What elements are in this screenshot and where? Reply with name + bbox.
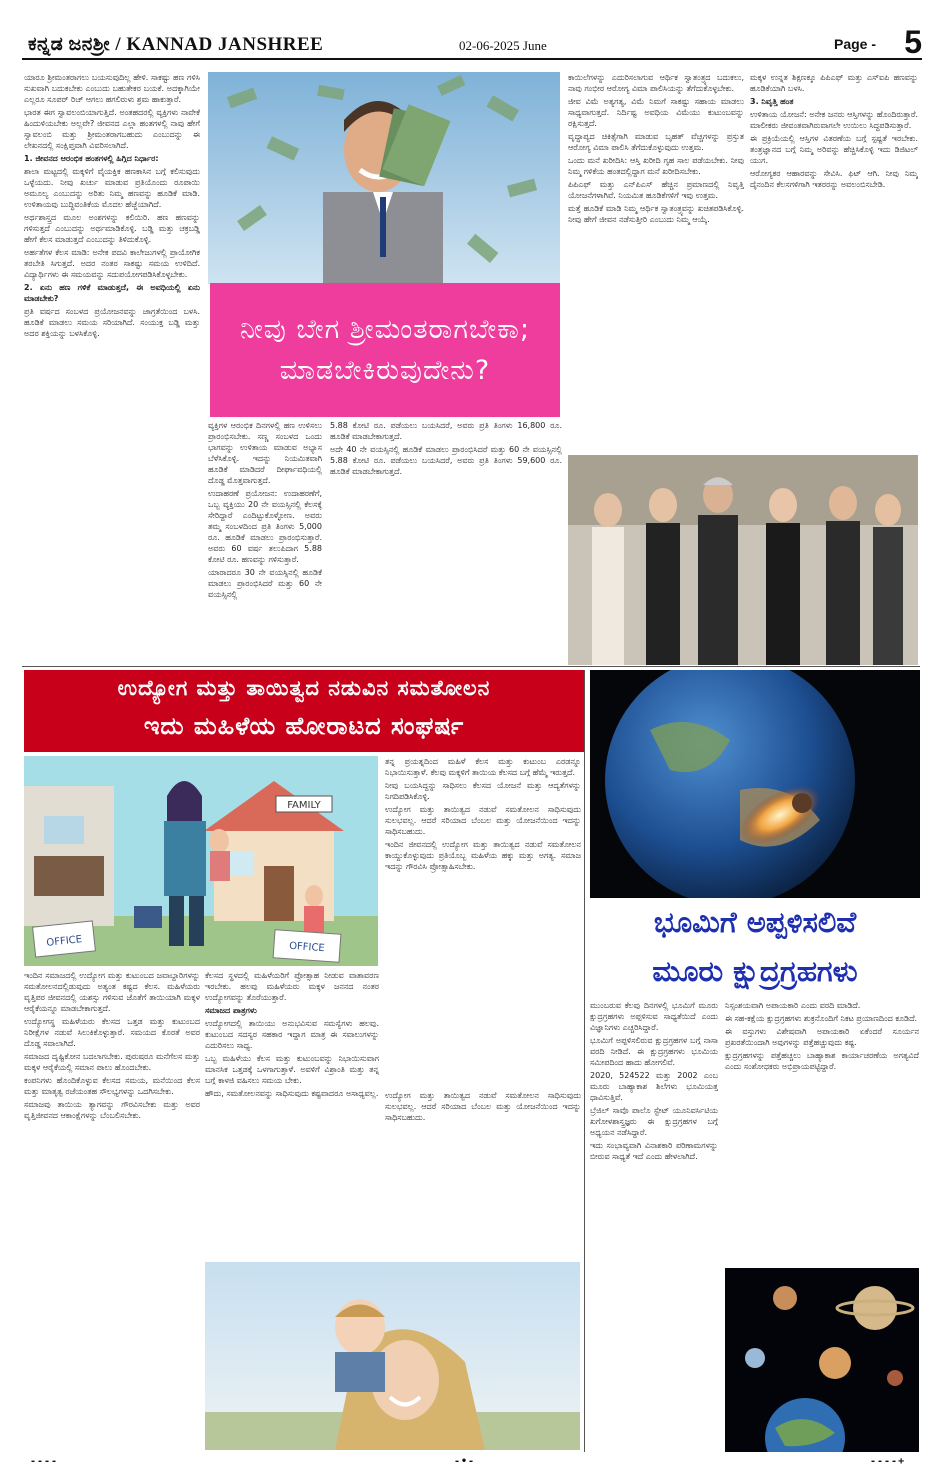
- paragraph: ಭೂಮಿಗೆ ಅಪ್ಪಳಿಸಲಿರುವ ಕ್ಷುದ್ರಗ್ರಹಗಳ ಬಗ್ಗೆ ನಾಸಾ ವರದಿ ನೀಡಿದೆ. ಈ ಕ್ಷುದ್ರಗ್ರಹಗಳು ಭೂಮಿಯ ಸಮೀಪದಿಂದ ಹಾದು ಹೋಗಲಿವೆ.: [590, 1036, 718, 1067]
- balance-headline-banner: [24, 670, 584, 752]
- paragraph: 2020, 524522 ಮತ್ತು 2002 ಎಂಬ ಮೂರು ಬಾಹ್ಯಾಕಾಶ ಶಿಲೆಗಳು ಭೂಮಿಯತ್ತ ಧಾವಿಸುತ್ತಿವೆ.: [590, 1071, 718, 1102]
- paragraph: ಒಂದು ಮನೆ ಖರೀದಿಸಿ: ಆಸ್ತಿ ಖರೀದಿ ಗೃಹ ಸಾಲ ಪಡೆಯಬೇಕು. ನೀವು ನಿಮ್ಮ ಗಳಿಕೆಯ ಹಂತದಲ್ಲಿದ್ದಾಗ ಮನೆ ಖರೀದಿಸಬೇಕು.: [568, 156, 744, 176]
- mother-child-photo: [205, 1262, 580, 1450]
- paragraph: ಯಾರೂ ಶ್ರೀಮಂತರಾಗಲು ಬಯಸುವುದಿಲ್ಲ ಹೇಳಿ. ಸಾಕಷ್ಟು ಹಣ ಗಳಿಸಿ ಸುಖವಾಗಿ ಬದುಕಬೇಕು ಎಂಬುದು ಬಹುತೇಕರ ಬಯಕೆ. ಅದಕ್ಕಾಗಿಯೇ ಎಲ್ಲರೂ ಸೂಪರ್ ರಿಚ್ ಆಗಲು ಹಗಲಿರುಳು ಶ್ರಮ ಹಾಕುತ್ತಾರೆ.: [24, 73, 200, 104]
- paragraph: ಅರ್ಥಶಾಸ್ತ್ರದ ಮೂಲ ಅಂಶಗಳನ್ನು ಕಲಿಯಿರಿ. ಹಣ ಹಣವನ್ನು ಗಳಿಸುತ್ತದೆ ಎಂಬುದನ್ನು ಅರ್ಥಮಾಡಿಕೊಳ್ಳಿ. ಬಡ್ಡಿ ಮತ್ತು ಚಕ್ರಬಡ್ಡಿ ಹೇಗೆ ಕೆಲಸ ಮಾಡುತ್ತದೆ ಎಂಬುದನ್ನು ತಿಳಿದುಕೊಳ್ಳಿ.: [24, 213, 200, 244]
- paragraph: ಉದ್ಯೋಗದಲ್ಲಿ ತಾಯಿಯು ಅನುಭವಿಸುವ ಸಮಸ್ಯೆಗಳು ಹಲವು. ಕುಟುಂಬದ ಸದಸ್ಯರ ಸಹಕಾರ ಇದ್ದಾಗ ಮಾತ್ರ ಈ ಸವಾಲುಗಳನ್ನು ಎದುರಿಸಲು ಸಾಧ್ಯ.: [205, 1019, 379, 1050]
- business-group-photo: [568, 455, 918, 665]
- paragraph: ಉಳಿತಾಯ ಯೋಜನೆ: ಅನೇಕ ಜನರು ಆಸ್ತಿಗಳನ್ನು ಹೊಂದಿರುತ್ತಾರೆ. ಮಾಲೀಕರು ಜೀವಂತವಾಗಿರುವಾಗಲೇ ಉಯಿಲು ಸಿದ್ಧಪಡಿಸುತ್ತಾರೆ.: [750, 110, 918, 130]
- paragraph: ತನ್ನ ಪ್ರಯತ್ನದಿಂದ ಮಹಿಳೆ ಕೆಲಸ ಮತ್ತು ಕುಟುಂಬ ಎರಡನ್ನೂ ನಿಭಾಯಿಸುತ್ತಾಳೆ. ಕೆಲವು ಮಕ್ಕಳಿಗೆ ತಾಯಿಯ ಕೆಲಸದ ಬಗ್ಗೆ ಹೆಮ್ಮೆ ಇರುತ್ತದೆ.: [385, 757, 581, 777]
- rich-article-col-4: [568, 72, 744, 452]
- rich-article-col-2: [208, 420, 322, 664]
- footer-mark-right: ----+: [870, 1456, 906, 1467]
- paragraph: ಈ ಸಹ-ಕಕ್ಷೆಯ ಕ್ಷುದ್ರಗ್ರಹಗಳು ಶುಕ್ರನೊಂದಿಗೆ ನಿಕಟ ಪ್ರಯಾಣದಿಂದ ಕೂಡಿದೆ.: [725, 1014, 918, 1023]
- paragraph: ಕಂಪನಿಗಳು ಹೊಂದಿಕೊಳ್ಳುವ ಕೆಲಸದ ಸಮಯ, ಮನೆಯಿಂದ ಕೆಲಸ ಮತ್ತು ಮಾತೃತ್ವ ರಜೆಯಂತಹ ಸೌಲಭ್ಯಗಳನ್ನು ಒದಗಿಸಬೇಕು.: [24, 1076, 200, 1096]
- issue-date: 02-06-2025 June: [459, 38, 547, 53]
- rich-headline: ನೀವು ಬೇಗ ಶ್ರೀಮಂತರಾಗಬೇಕಾ; ಮಾಡಬೇಕಿರುವುದೇನು?: [210, 283, 560, 417]
- paragraph: ಸಮಾಜವು ತಾಯಿಯ ತ್ಯಾಗವನ್ನು ಗೌರವಿಸಬೇಕು ಮತ್ತು ಅವರ ವೃತ್ತಿಜೀವನದ ಆಕಾಂಕ್ಷೆಗಳನ್ನು ಬೆಂಬಲಿಸಬೇಕು.: [24, 1100, 200, 1120]
- paragraph: ಉದ್ಯೋಗ ಮತ್ತು ತಾಯಿತ್ವದ ನಡುವೆ ಸಮತೋಲನ ಸಾಧಿಸುವುದು ಸುಲಭವಲ್ಲ. ಆದರೆ ಸರಿಯಾದ ಬೆಂಬಲ ಮತ್ತು ಯೋಜನೆಯಿಂದ ಇದನ್ನು ಸಾಧಿಸಬಹುದು.: [385, 1091, 581, 1122]
- paragraph: ಕೆಲಸದ ಸ್ಥಳದಲ್ಲಿ ಮಹಿಳೆಯರಿಗೆ ಪ್ರೋತ್ಸಾಹ ನೀಡುವ ವಾತಾವರಣ ಇರಬೇಕು. ಹಲವು ಮಹಿಳೆಯರು ಮಕ್ಕಳ ಜನನದ ನಂತರ ಉದ್ಯೋಗವನ್ನು ತೊರೆಯುತ್ತಾರೆ.: [205, 971, 379, 1002]
- paragraph: ಪಿಪಿಎಫ್ ಮತ್ತು ಎನ್‌ಪಿಎಸ್ ಹೆಚ್ಚಿನ ಪ್ರಮಾಣದಲ್ಲಿ ನಿವೃತ್ತಿ ಯೋಜನೆಗಳಾಗಿವೆ. ನಿಯಮಿತ ಹೂಡಿಕೆಗಳಿಗೆ ಇವು ಉತ್ತಮ.: [568, 180, 744, 200]
- paragraph: ಮುಂಬರುವ ಕೆಲವು ದಿನಗಳಲ್ಲಿ ಭೂಮಿಗೆ ಮೂರು ಕ್ಷುದ್ರಗ್ರಹಗಳು ಅಪ್ಪಳಿಸುವ ಸಾಧ್ಯತೆಯಿದೆ ಎಂದು ವಿಜ್ಞಾನಿಗಳು ಎಚ್ಚರಿಸಿದ್ದಾರೆ.: [590, 1001, 718, 1032]
- footer-mark-center: -•-: [454, 1456, 476, 1467]
- balance-article-col-3-bottom: [385, 1090, 581, 1258]
- paragraph: ಉದಾಹರಣೆ ಪ್ರಯೋಜನ: ಉದಾಹರಣೆಗೆ, ಒಬ್ಬ ವ್ಯಕ್ತಿಯು 20 ನೇ ವಯಸ್ಸಿನಲ್ಲಿ ಕೆಲಸಕ್ಕೆ ಸೇರಿದ್ದಾರೆ ಎಂದಿಟ್ಟುಕೊಳ್ಳೋಣ. ಅವರು ತಮ್ಮ ಸಂಬಳದಿಂದ ಪ್ರತಿ ತಿಂಗಳು 5,000 ರೂ. ಹೂಡಿಕೆ ಮಾಡಲು ಪ್ರಾರಂಭಿಸುತ್ತಾರೆ. ಅವರು 60 ವರ್ಷ ತಲುಪಿದಾಗ 5.88 ಕೋಟಿ ರೂ. ಹಣವನ್ನು ಗಳಿಸುತ್ತಾರೆ.: [208, 489, 322, 564]
- column-rule: [584, 670, 585, 1452]
- working-mother-illustration: [24, 756, 378, 966]
- earth-asteroid-photo: [590, 670, 920, 898]
- asteroid-article-col-2: [725, 1000, 919, 1265]
- asteroid-article-col-1: [590, 1000, 718, 1450]
- balance-headline-line-1: ಉದ್ಯೋಗ ಮತ್ತು ತಾಯಿತ್ವದ ನಡುವಿನ ಸಮತೋಲನ: [117, 676, 491, 700]
- balance-article-col-3-top: [385, 756, 581, 1086]
- newspaper-title: ಕನ್ನಡ ಜನಶ್ರೀ / KANNAD JANSHREE: [28, 34, 324, 55]
- paragraph: ಈ ವಸ್ತುಗಳು ವಿಶೇಷವಾಗಿ ಅಪಾಯಕಾರಿ ಏಕೆಂದರೆ ಸೂರ್ಯನ ಪ್ರಖರತೆಯಿಂದಾಗಿ ಅವುಗಳನ್ನು ಪತ್ತೆಹಚ್ಚುವುದು ಕಷ್ಟ.: [725, 1027, 919, 1047]
- rich-article-col-3: [330, 420, 562, 515]
- paragraph: ಯಾರಾದರೂ 30 ನೇ ವಯಸ್ಸಿನಲ್ಲಿ ಹೂಡಿಕೆ ಮಾಡಲು ಪ್ರಾರಂಭಿಸಿದರೆ ಮತ್ತು 60 ನೇ ವಯಸ್ಸಿನಲ್ಲಿ: [208, 568, 322, 599]
- balance-article-col-2: [205, 970, 379, 1260]
- page-label: Page -: [833, 36, 876, 52]
- office-paper-label-1: OFFICE: [45, 934, 83, 949]
- paragraph: ಕ್ಷುದ್ರಗ್ರಹಗಳನ್ನು ಪತ್ತೆಹಚ್ಚಲು ಬಾಹ್ಯಾಕಾಶ ಕಾರ್ಯಾಚರಣೆಯ ಅಗತ್ಯವಿದೆ ಎಂದು ಸಂಶೋಧಕರು ಅಭಿಪ್ರಾಯಪಟ್ಟಿದ್ದಾರೆ.: [725, 1051, 919, 1071]
- paragraph: ಮತ್ತೆ ಹೂಡಿಕೆ ಮಾಡಿ ನಿಮ್ಮ ಆರ್ಥಿಕ ಸ್ವಾತಂತ್ರ್ಯವನ್ನು ಖಚಿತಪಡಿಸಿಕೊಳ್ಳಿ. ನೀವು ಹೇಗೆ ಜೀವನ ನಡೆಸುತ್ತೀರಿ ಎಂಬುದು ನಿಮ್ಮ ಆಯ್ಕೆ.: [568, 204, 744, 224]
- balance-article-col-1: [24, 970, 200, 1450]
- paragraph: ವೃದ್ಧಾಪ್ಯದ ಚಿಕಿತ್ಸೆಗಾಗಿ ಮಾಡುವ ಬೃಹತ್ ವೆಚ್ಚಗಳನ್ನು ಪ್ರಸ್ತುತ ಆರೋಗ್ಯ ವಿಮಾ ಪಾಲಿಸಿ ತೆಗೆದುಕೊಳ್ಳುವುದು ಉತ್ತಮ.: [568, 132, 744, 152]
- paragraph: ಅದೇ 40 ನೇ ವಯಸ್ಸಿನಲ್ಲಿ ಹೂಡಿಕೆ ಮಾಡಲು ಪ್ರಾರಂಭಿಸಿದರೆ ಮತ್ತು 60 ನೇ ವಯಸ್ಸಿನಲ್ಲಿ 5.88 ಕೋಟಿ ರೂ. ಪಡೆಯಲು ಬಯಸಿದರೆ, ಅವರು ಪ್ರತಿ ತಿಂಗಳು 59,600 ರೂ. ಹೂಡಿಕೆ ಮಾಡಬೇಕಾಗುತ್ತದೆ.: [330, 445, 562, 476]
- paragraph: ಅರ್ಹತೆಗಳ ಕೆಲಸ ಮಾಡಿ: ಅನೇಕ ಪದವಿ ಕಾಲೇಜುಗಳಲ್ಲಿ ಪ್ರಾಯೋಗಿಕ ತರಬೇತಿ ಸಿಗುತ್ತದೆ. ಅದರ ನಂತರ ಸಾಕಷ್ಟು ಸಮಯ ಉಳಿದಿದೆ. ವಿದ್ಯಾರ್ಥಿಗಳು ಈ ಸಮಯವನ್ನು ಸದುಪಯೋಗಪಡಿಸಿಕೊಳ್ಳಬೇಕು.: [24, 248, 200, 279]
- paragraph: ಮಕ್ಕಳ ಉನ್ನತ ಶಿಕ್ಷಣಕ್ಕೂ ಪಿಪಿಎಫ್ ಮತ್ತು ಎಸ್‌ಐಪಿ ಹಣವನ್ನು ಹೂಡಿಕೆಯಾಗಿ ಬಳಸಿ.: [750, 73, 918, 93]
- paragraph: ವ್ಯಕ್ತಿಗಳ ಆರಂಭಿಕ ದಿನಗಳಲ್ಲಿ ಹಣ ಉಳಿಸಲು ಪ್ರಾರಂಭಿಸಬೇಕು. ಸಣ್ಣ ಸಂಬಳದ ಒಂದು ಭಾಗವನ್ನು ಉಳಿತಾಯ ಮಾಡುವ ಅಭ್ಯಾಸ ಬೆಳೆಸಿಕೊಳ್ಳಿ. ಇದನ್ನು ನಿಯಮಿತವಾಗಿ ಹೂಡಿಕೆ ಮಾಡಿದರೆ ದೀರ್ಘಾವಧಿಯಲ್ಲಿ ದೊಡ್ಡ ಮೊತ್ತವಾಗುತ್ತದೆ.: [208, 421, 322, 485]
- paragraph: ಶಾಲಾ ಮಟ್ಟದಲ್ಲಿ ಮಕ್ಕಳಿಗೆ ವೈಯಕ್ತಿಕ ಹಣಕಾಸಿನ ಬಗ್ಗೆ ಕಲಿಸುವುದು ಒಳ್ಳೆಯದು. ನೀವು ಖರ್ಚು ಮಾಡುವ ಪ್ರತಿಯೊಂದು ರೂಪಾಯಿ ಅಮೂಲ್ಯ ಎಂಬುದನ್ನು ಅರಿತು ನಿಮ್ಮ ಹಣವನ್ನು ಹೂಡಿಕೆ ಮಾಡಿ. ಉಳಿತಾಯವು ಬುದ್ಧಿವಂತಿಕೆಯ ಮೊದಲ ಹೆಜ್ಜೆಯಾಗಿದೆ.: [24, 167, 200, 209]
- paragraph: ಜೀವ ವಿಮೆ ಅತ್ಯಗತ್ಯ, ವಿಮೆ ನಿಮಗೆ ಸಾಕಷ್ಟು ಸಹಾಯ ಮಾಡಲು ಸಾಧ್ಯವಾಗುತ್ತದೆ. ನಿರ್ದಿಷ್ಟ ಅವಧಿಯ ವಿಮೆಯು ಕುಟುಂಬವನ್ನು ರಕ್ಷಿಸುತ್ತದೆ.: [568, 97, 744, 128]
- office-paper-label-2: OFFICE: [288, 940, 326, 955]
- section-rule: [22, 666, 920, 667]
- asteroid-headline-line-1: ಭೂಮಿಗೆ ಅಪ್ಪಳಿಸಲಿವೆ: [653, 905, 857, 939]
- balance-headline-line-2: ಇದು ಮಹಿಳೆಯ ಹೋರಾಟದ ಸಂಘರ್ಷ: [143, 712, 465, 740]
- rich-man-money-photo: [208, 72, 560, 284]
- asteroid-headline-line-2: ಮೂರು ಕ್ಷುದ್ರಗ್ರಹಗಳು: [652, 954, 858, 988]
- paragraph: ಪ್ರತಿ ವರ್ಷದ ಸಂಬಳದ ಪ್ರಯೋಜನವನ್ನು ಜಾಗ್ರತೆಯಿಂದ ಬಳಸಿ. ಹೂಡಿಕೆ ಮಾಡಲು ಸಮಯ ಸರಿಯಾಗಿದೆ. ಸಂಯುಕ್ತ ಬಡ್ಡಿ ಮತ್ತು ಅದರ ಶಕ್ತಿಯನ್ನು ಬಳಸಿಕೊಳ್ಳಿ.: [24, 307, 200, 338]
- planets-photo: [725, 1268, 919, 1452]
- paragraph: ನಿಸ್ಸಂಶಯವಾಗಿ ಅಪಾಯಕಾರಿ ಎಂದು ವರದಿ ಮಾಡಿದೆ.: [725, 1001, 861, 1010]
- paragraph: ಸಮಾಜದ ದೃಷ್ಟಿಕೋನ ಬದಲಾಗಬೇಕು. ಪುರುಷರೂ ಮನೆಗೆಲಸ ಮತ್ತು ಮಕ್ಕಳ ಆರೈಕೆಯಲ್ಲಿ ಸಮಾನ ಪಾಲು ಹೊಂದಬೇಕು.: [24, 1052, 200, 1072]
- paragraph: ಬ್ರೆಜಿಲ್ ಸಾವೊ ಪಾಲೊ ಸ್ಟೇಟ್ ಯೂನಿವರ್ಸಿಟಿಯ ಖಗೋಳಶಾಸ್ತ್ರಜ್ಞರು ಈ ಕ್ಷುದ್ರಗ್ರಹಗಳ ಬಗ್ಗೆ ಅಧ್ಯಯನ ನಡೆಸಿದ್ದಾರೆ.: [590, 1106, 718, 1137]
- footer-mark-left: ----: [30, 1456, 59, 1467]
- paragraph: 5.88 ಕೋಟಿ ರೂ. ಪಡೆಯಲು ಬಯಸಿದರೆ, ಅವರು ಪ್ರತಿ ತಿಂಗಳು 16,800 ರೂ. ಹೂಡಿಕೆ ಮಾಡಬೇಕಾಗುತ್ತದೆ.: [330, 421, 562, 441]
- rich-article-col-1: [24, 72, 200, 664]
- paragraph: ಇಂದಿನ ಜೀವನದಲ್ಲಿ ಉದ್ಯೋಗ ಮತ್ತು ತಾಯಿತ್ವದ ನಡುವೆ ಸಮತೋಲನ ಕಾಯ್ದುಕೊಳ್ಳುವುದು ಪ್ರತಿಯೊಬ್ಬ ಮಹಿಳೆಯ ಹಕ್ಕು ಮತ್ತು ಅಗತ್ಯ. ಸಮಾಜ ಇದನ್ನು ಗೌರವಿಸಿ ಪ್ರೋತ್ಸಾಹಿಸಬೇಕು.: [385, 840, 581, 871]
- subheading: ಸಮಾಜದ ಪಾತ್ರಗಳು: [205, 1006, 257, 1015]
- paragraph: ಉದ್ಯೋಗ ಮತ್ತು ತಾಯಿತ್ವದ ನಡುವೆ ಸಮತೋಲನ ಸಾಧಿಸುವುದು ಸುಲಭವಲ್ಲ. ಆದರೆ ಸರಿಯಾದ ಬೆಂಬಲ ಮತ್ತು ಯೋಜನೆಯಿಂದ ಇದನ್ನು ಸಾಧಿಸಬಹುದು.: [385, 805, 581, 836]
- paragraph: ಉದ್ಯೋಗಸ್ಥ ಮಹಿಳೆಯರು ಕೆಲಸದ ಒತ್ತಡ ಮತ್ತು ಕುಟುಂಬದ ನಿರೀಕ್ಷೆಗಳ ನಡುವೆ ಸಿಲುಕಿಕೊಳ್ಳುತ್ತಾರೆ. ಸಮಯದ ಕೊರತೆ ಅವರ ದೊಡ್ಡ ಸವಾಲಾಗಿದೆ.: [24, 1017, 200, 1048]
- paragraph: ಒಬ್ಬ ಮಹಿಳೆಯು ಕೆಲಸ ಮತ್ತು ಕುಟುಂಬವನ್ನು ನಿಭಾಯಿಸುವಾಗ ಮಾನಸಿಕ ಒತ್ತಡಕ್ಕೆ ಒಳಗಾಗುತ್ತಾಳೆ. ಅವಳಿಗೆ ವಿಶ್ರಾಂತಿ ಮತ್ತು ತನ್ನ ಬಗ್ಗೆ ಕಾಳಜಿ ವಹಿಸಲು ಸಮಯ ಬೇಕು.: [205, 1054, 379, 1085]
- paragraph: ಭಾರತ ಈಗ ಸ್ವಾವಲಂಬಿಯಾಗುತ್ತಿದೆ. ಅಂತಹದರಲ್ಲಿ ವ್ಯಕ್ತಿಗಳು ನಾವೇಕೆ ಹಿಂದುಳಿಯಬೇಕು ಅಲ್ಲವೇ? ಜೀವನದ ಎಲ್ಲಾ ಹಂತಗಳಲ್ಲಿ ನಾವು ಹೇಗೆ ಸ್ವಾವಲಂಬಿ ಮತ್ತು ಶ್ರೀಮಂತರಾಗಬಹುದು ಎಂಬುದನ್ನು ಈ ಲೇಖನದಲ್ಲಿ ಸಂಕ್ಷಿಪ್ತವಾಗಿ ವಿವರಿಸಲಾಗಿದೆ.: [24, 108, 200, 150]
- paragraph: ಇಂದಿನ ಸಮಾಜದಲ್ಲಿ ಉದ್ಯೋಗ ಮತ್ತು ಕುಟುಂಬದ ಜವಾಬ್ದಾರಿಗಳನ್ನು ಸಮತೋಲನದಲ್ಲಿಡುವುದು ಅತ್ಯಂತ ಕಷ್ಟದ ಕೆಲಸ. ಮಹಿಳೆಯರು ವೃತ್ತಿಪರ ಜೀವನದಲ್ಲಿ ಯಶಸ್ಸು ಗಳಿಸುವ ಜೊತೆಗೆ ತಾಯಿಯಾಗಿ ಮಕ್ಕಳ ಆರೈಕೆಯನ್ನೂ ಮಾಡಬೇಕಾಗುತ್ತದೆ.: [24, 971, 200, 1013]
- paragraph: ನೀವು ಬಯಸಿದ್ದನ್ನು ಸಾಧಿಸಲು ಕೆಲಸದ ಯೋಜನೆ ಮತ್ತು ಆದ್ಯತೆಗಳನ್ನು ನಿಗದಿಪಡಿಸಿಕೊಳ್ಳಿ.: [385, 781, 581, 801]
- paragraph: ಈ ಪ್ರಕ್ರಿಯೆಯಲ್ಲಿ ಆಸ್ತಿಗಳ ವಿತರಣೆಯ ಬಗ್ಗೆ ಸ್ಪಷ್ಟತೆ ಇರಬೇಕು. ತಂತ್ರಜ್ಞಾನದ ಬಗ್ಗೆ ನಿಮ್ಮ ಅರಿವನ್ನು ಹೆಚ್ಚಿಸಿಕೊಳ್ಳಿ ಇದು ಡಿಜಿಟಲ್ ಯುಗ.: [750, 134, 918, 165]
- paragraph: ಆರೋಗ್ಯಕರ ಆಹಾರವನ್ನು ಸೇವಿಸಿ. ಫಿಟ್ ಆಗಿ. ನೀವು ನಿಮ್ಮ ದೈನಂದಿನ ಕೆಲಸಗಳಿಗಾಗಿ ಇತರರನ್ನು ಅವಲಂಬಿಸಬೇಡಿ.: [750, 169, 918, 189]
- asteroid-headline: [590, 898, 920, 998]
- page-number: 5: [904, 24, 922, 60]
- masthead: [22, 24, 922, 60]
- subheading: 1. ಜೀವನದ ಆರಂಭಿಕ ಹಂತಗಳಲ್ಲಿ ಹಿಗ್ಗಿದ ನಿರ್ಧಾರ:: [24, 154, 159, 163]
- rich-article-col-5: [750, 72, 918, 452]
- subheading: 2. ಏನು ಹಣ ಗಳಿಕೆ ಮಾಡುತ್ತದೆ, ಈ ಅವಧಿಯಲ್ಲಿ ಏನು ಮಾಡಬೇಕು?: [24, 283, 200, 303]
- subheading: 3. ನಿವೃತ್ತಿ ಹಂತ: [750, 97, 794, 106]
- paragraph: ಕಾಯಿಲೆಗಳನ್ನು ಎದುರಿಸಲಾಗುವ ಆರ್ಥಿಕ ಸ್ವಾತಂತ್ರ್ಯದ ಬದುಕಲು, ನಾವು ಗಂಭೀರ ಆರೋಗ್ಯ ವಿಮಾ ಪಾಲಿಸಿಯನ್ನು ತೆಗೆದುಕೊಳ್ಳಬೇಕು.: [568, 73, 744, 93]
- family-sign-label: FAMILY: [287, 800, 321, 811]
- paragraph: ಇದು ಸಂಭಾವ್ಯವಾಗಿ ವಿನಾಶಕಾರಿ ಪರಿಣಾಮಗಳನ್ನು ಬೀರುವ ಸಾಧ್ಯತೆ ಇದೆ ಎಂದು ಹೇಳಲಾಗಿದೆ.: [590, 1141, 718, 1161]
- paragraph: ಹೌದು, ಸಮತೋಲನವನ್ನು ಸಾಧಿಸುವುದು ಕಷ್ಟವಾದರೂ ಅಸಾಧ್ಯವಲ್ಲ.: [205, 1089, 379, 1098]
